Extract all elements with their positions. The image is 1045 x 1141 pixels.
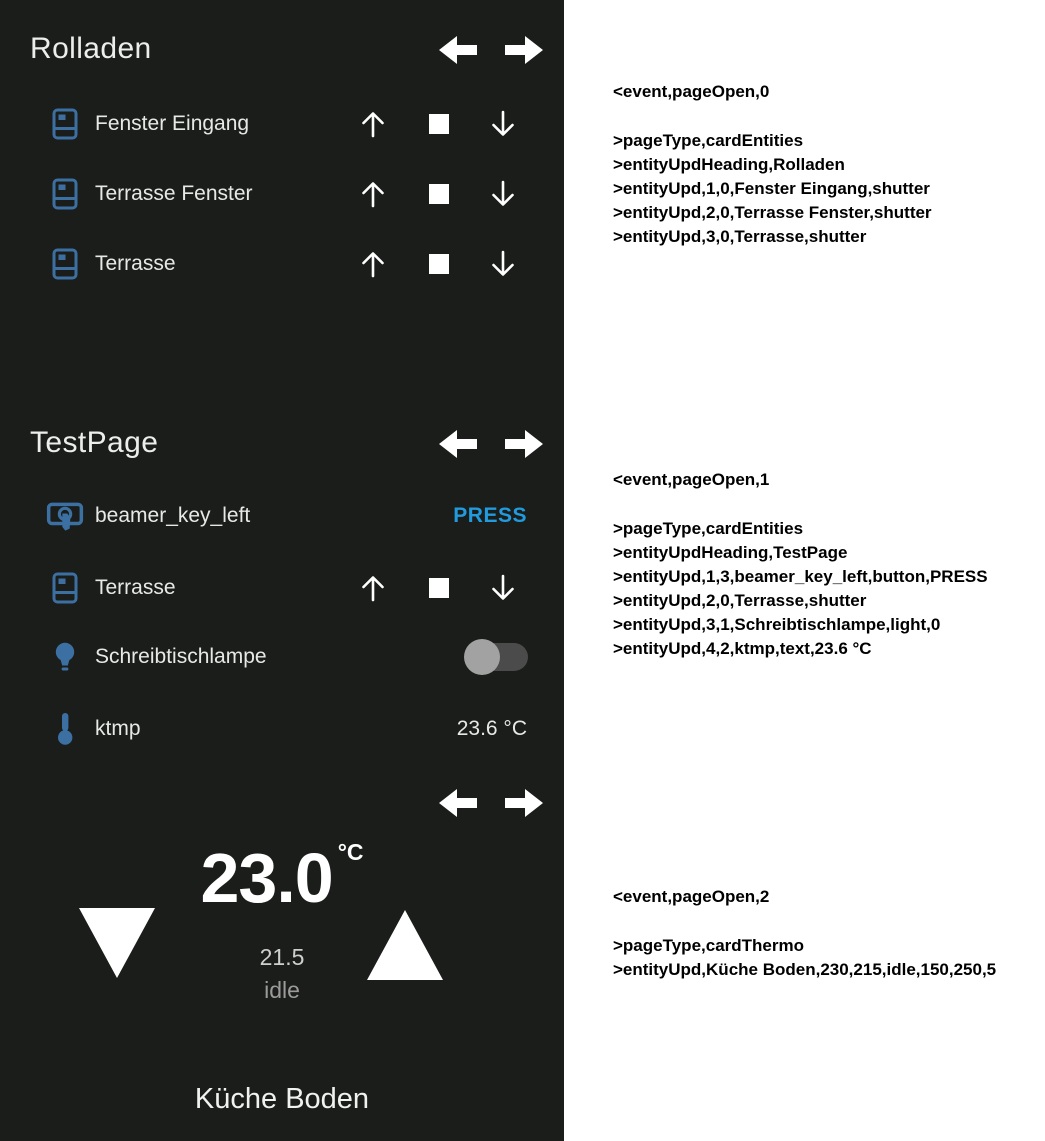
shutter-up-icon[interactable] <box>357 178 389 210</box>
light-toggle[interactable] <box>466 643 528 671</box>
entity-row <box>0 707 564 751</box>
entity-label: Terrasse <box>95 252 176 275</box>
shutter-up-icon[interactable] <box>357 108 389 140</box>
page-nav <box>439 33 543 67</box>
nav-left-icon[interactable] <box>439 427 477 461</box>
target-temperature: 21.5 <box>259 944 305 970</box>
spacer <box>613 492 1038 517</box>
shutter-stop-icon[interactable] <box>429 254 449 274</box>
page-nav <box>439 427 543 461</box>
lightbulb-icon <box>45 641 85 673</box>
hvac-state: idle <box>264 977 300 1003</box>
protocol-line: >entityUpd,3,1,Schreibtischlampe,light,0 <box>613 615 941 634</box>
temperature-value: 23.0 <box>200 839 333 917</box>
press-button[interactable]: PRESS <box>453 504 527 527</box>
shutter-stop-icon[interactable] <box>429 114 449 134</box>
window-shutter-icon <box>45 572 85 604</box>
entity-label: Schreibtischlampe <box>95 645 267 668</box>
entity-row <box>0 172 564 216</box>
current-temperature <box>0 839 564 917</box>
entity-row <box>0 635 564 679</box>
protocol-line: >entityUpd,2,0,Terrasse,shutter <box>613 591 867 610</box>
nav-right-icon[interactable] <box>505 786 543 820</box>
protocol-block-page2 <box>613 885 1038 982</box>
toggle-knob <box>464 639 500 675</box>
entity-row <box>0 102 564 146</box>
protocol-line: >entityUpd,1,0,Fenster Eingang,shutter <box>613 179 930 198</box>
entity-label: Terrasse <box>95 576 176 599</box>
shutter-down-icon[interactable] <box>487 248 519 280</box>
protocol-line: >entityUpdHeading,Rolladen <box>613 155 845 174</box>
spacer <box>613 104 1038 129</box>
entity-label: Fenster Eingang <box>95 112 250 135</box>
protocol-line: >entityUpd,4,2,ktmp,text,23.6 °C <box>613 639 872 658</box>
window-shutter-icon <box>45 178 85 210</box>
protocol-line: >entityUpd,1,3,beamer_key_left,button,PRESS <box>613 567 988 586</box>
spacer <box>613 909 1038 934</box>
nav-left-icon[interactable] <box>439 786 477 820</box>
gesture-tap-button-icon <box>45 496 85 536</box>
protocol-line: >entityUpd,3,0,Terrasse,shutter <box>613 227 867 246</box>
entity-value: 23.6 °C <box>456 717 527 740</box>
entity-row <box>0 242 564 286</box>
protocol-line: >pageType,cardThermo <box>613 936 804 955</box>
protocol-line: >entityUpdHeading,TestPage <box>613 543 848 562</box>
protocol-block-page1 <box>613 468 1038 661</box>
card-testpage <box>0 394 564 769</box>
shutter-down-icon[interactable] <box>487 108 519 140</box>
page-title: Rolladen <box>30 32 152 65</box>
protocol-block-page0 <box>613 80 1038 249</box>
shutter-stop-icon[interactable] <box>429 578 449 598</box>
temperature-unit: °C <box>337 839 364 865</box>
protocol-event-line: <event,pageOpen,0 <box>613 82 770 101</box>
protocol-event-line: <event,pageOpen,1 <box>613 470 770 489</box>
protocol-line: >entityUpd,Küche Boden,230,215,idle,150,250,5 <box>613 960 997 979</box>
entity-row <box>0 494 564 538</box>
entity-label: beamer_key_left <box>95 504 251 527</box>
protocol-line: >pageType,cardEntities <box>613 131 804 150</box>
shutter-down-icon[interactable] <box>487 572 519 604</box>
page-nav <box>439 786 543 820</box>
nav-right-icon[interactable] <box>505 33 543 67</box>
shutter-up-icon[interactable] <box>357 572 389 604</box>
page-title: TestPage <box>30 426 159 459</box>
entity-row <box>0 566 564 610</box>
thermometer-icon <box>45 711 85 747</box>
card-rolladen <box>0 0 564 410</box>
protocol-line: >entityUpd,2,0,Terrasse Fenster,shutter <box>613 203 932 222</box>
shutter-up-icon[interactable] <box>357 248 389 280</box>
protocol-line: >pageType,cardEntities <box>613 519 804 538</box>
nav-left-icon[interactable] <box>439 33 477 67</box>
shutter-stop-icon[interactable] <box>429 184 449 204</box>
window-shutter-icon <box>45 108 85 140</box>
nav-right-icon[interactable] <box>505 427 543 461</box>
entity-label: ktmp <box>95 717 141 740</box>
entity-label: Terrasse Fenster <box>95 182 253 205</box>
window-shutter-icon <box>45 248 85 280</box>
thermostat-name: Küche Boden <box>194 1083 370 1115</box>
shutter-down-icon[interactable] <box>487 178 519 210</box>
protocol-event-line: <event,pageOpen,2 <box>613 887 770 906</box>
